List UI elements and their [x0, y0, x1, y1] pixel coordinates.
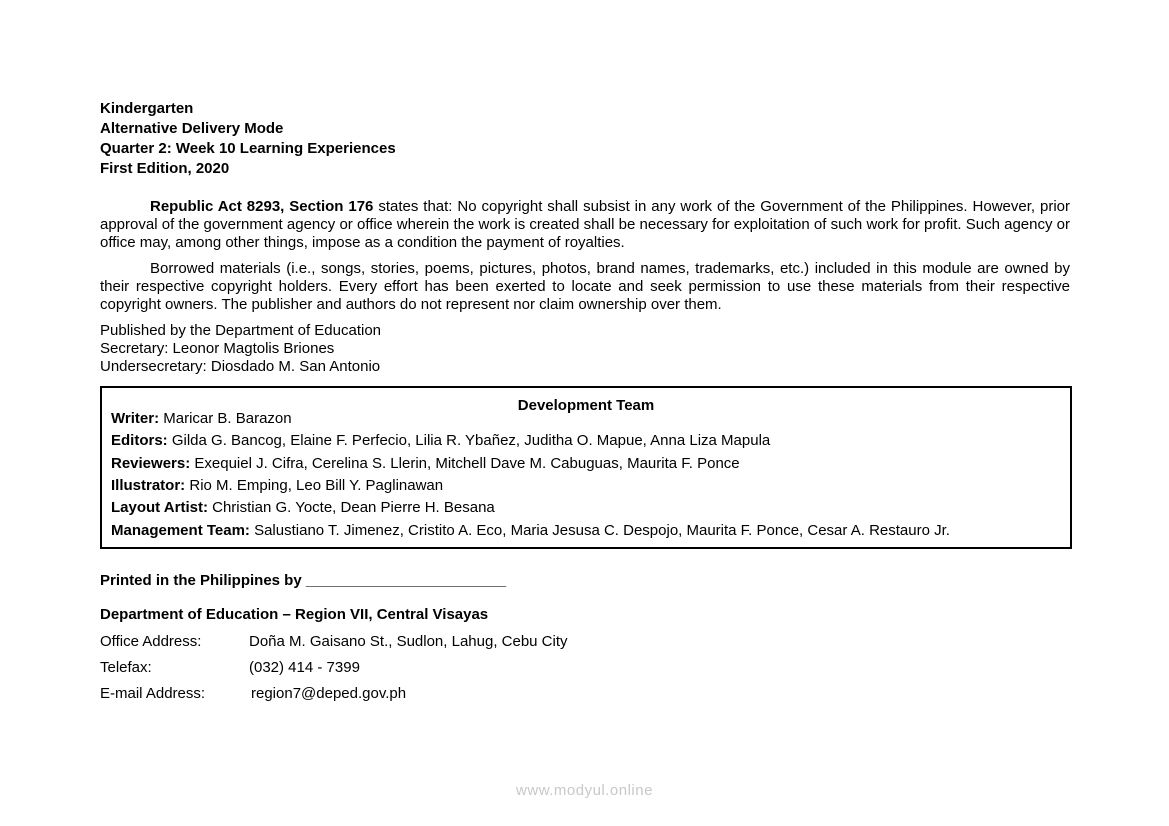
- republic-act-reference: Republic Act 8293, Section 176: [150, 198, 374, 215]
- editors-value: Gilda G. Bancog, Elaine F. Perfecio, Lilia R. Ybañez, Juditha O. Mapue, Anna Liza Mapula: [167, 432, 771, 449]
- published-by: Published by the Department of Education: [100, 322, 382, 339]
- writer-row: [111, 409, 292, 429]
- document-body: [100, 99, 1070, 376]
- email-label: E-mail Address:: [100, 685, 206, 702]
- layout-artist-value: Christian G. Yocte, Dean Pierre H. Besana: [207, 499, 495, 516]
- illustrator-label: Illustrator:: [111, 477, 186, 494]
- printed-by-line: Printed in the Philippines by ________________________: [100, 572, 507, 589]
- illustrator-value: Rio M. Emping, Leo Bill Y. Paglinawan: [185, 477, 444, 494]
- editors-row: [111, 431, 770, 451]
- management-team-label: Management Team:: [111, 522, 250, 539]
- layout-artist-row: [111, 498, 495, 518]
- reviewers-label: Reviewers:: [111, 455, 191, 472]
- module-header: [100, 99, 1070, 179]
- publication-info: [100, 322, 1070, 376]
- development-team-title: Development Team: [517, 397, 655, 414]
- secretary: Secretary: Leonor Magtolis Briones: [100, 340, 335, 357]
- layout-artist-label: Layout Artist:: [111, 499, 208, 516]
- deped-region-title: Department of Education – Region VII, Central Visayas: [100, 606, 489, 623]
- writer-label: Writer:: [111, 410, 160, 427]
- email-value: region7@deped.gov.ph: [251, 685, 407, 702]
- quarter-week: Quarter 2: Week 10 Learning Experiences: [100, 140, 396, 157]
- copyright-text: states that: No copyright shall subsist in any work of the Government of the Philippines. However, prior approval of the government agency or office wherein the work is created shall be necessary for exploitation of such work for profit. Such agency or office may, among other things, impose as a condition the payment of royalties.: [100, 198, 1070, 251]
- grade-level: Kindergarten: [100, 100, 194, 117]
- telefax-value: (032) 414 - 7399: [249, 659, 360, 676]
- editors-label: Editors:: [111, 432, 168, 449]
- management-team-row: [111, 521, 950, 541]
- borrowed-materials-notice: [100, 260, 1070, 314]
- telefax-label: Telefax:: [100, 659, 152, 676]
- copyright-notice: [100, 198, 1070, 252]
- office-address-label: Office Address:: [100, 633, 202, 650]
- illustrator-row: [111, 476, 443, 496]
- management-team-value: Salustiano T. Jimenez, Cristito A. Eco, Maria Jesusa C. Despojo, Maurita F. Ponce, Cesar A. Restauro Jr.: [249, 522, 950, 539]
- undersecretary: Undersecretary: Diosdado M. San Antonio: [100, 358, 381, 375]
- reviewers-row: [111, 454, 740, 474]
- edition: First Edition, 2020: [100, 160, 230, 177]
- site-watermark: www.modyul.online: [516, 782, 653, 799]
- borrowed-text: Borrowed materials (i.e., songs, stories, poems, pictures, photos, brand names, trademarks, etc.) included in this module are owned by their respective copyright holders. Every effort has been exerted to locate and seek permission to use these materials from their respective copyright owners. The publisher and authors do not represent nor claim ownership over them.: [100, 260, 1070, 313]
- writer-value: Maricar B. Barazon: [159, 410, 292, 427]
- reviewers-value: Exequiel J. Cifra, Cerelina S. Llerin, Mitchell Dave M. Cabuguas, Maurita F. Ponce: [190, 455, 740, 472]
- development-team-box: [100, 386, 1072, 549]
- office-address-value: Doña M. Gaisano St., Sudlon, Lahug, Cebu City: [249, 633, 568, 650]
- delivery-mode: Alternative Delivery Mode: [100, 120, 284, 137]
